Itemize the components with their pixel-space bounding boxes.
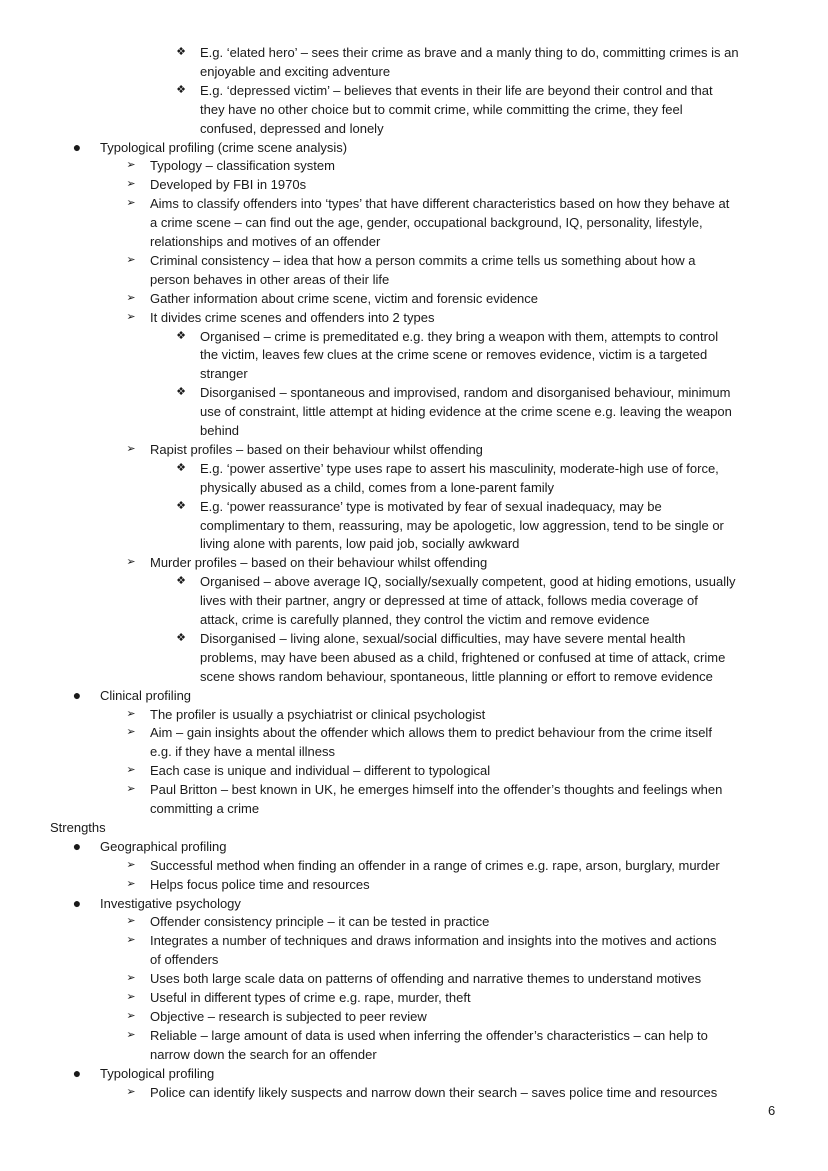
outline-line [0, 251, 828, 270]
line-text: It divides crime scenes and offenders into 2 types [150, 309, 435, 325]
outline-line [0, 969, 828, 988]
outline-line [0, 610, 828, 629]
bullet-icon: ● [72, 686, 82, 703]
line-text: E.g. ‘power assertive’ type uses rape to assert his masculinity, moderate-high use of force, [200, 460, 719, 476]
line-text: Offender consistency principle – it can be tested in practice [150, 914, 490, 930]
arrow-bullet-icon: ➢ [126, 1009, 136, 1022]
outline-line [0, 799, 828, 818]
outline-line [0, 308, 828, 327]
line-text: attack, crime is carefully planned, they control the victim and remove evidence [200, 612, 650, 627]
outline-line [0, 138, 828, 157]
outline-line [0, 327, 828, 346]
outline-line [0, 686, 828, 705]
arrow-bullet-icon: ➢ [126, 858, 136, 871]
arrow-bullet-icon: ➢ [126, 253, 136, 266]
outline-line [0, 81, 828, 100]
section-heading [0, 818, 828, 837]
arrow-bullet-icon: ➢ [126, 707, 136, 720]
line-text: Aim – gain insights about the offender which allows them to predict behaviour from the crime itself [150, 725, 712, 741]
outline-line [0, 705, 828, 724]
line-text: Criminal consistency – idea that how a person commits a crime tells us something about how a [150, 252, 696, 268]
line-text: Murder profiles – based on their behaviour whilst offending [150, 555, 488, 571]
outline-line [0, 931, 828, 950]
outline-line [0, 837, 828, 856]
outline-line [0, 667, 828, 686]
line-text: Geographical profiling [100, 838, 227, 854]
arrow-bullet-icon: ➢ [126, 442, 136, 455]
outline-line [0, 875, 828, 894]
diamond-bullet-icon: ❖ [176, 329, 186, 342]
outline-line [0, 421, 828, 440]
outline-line [0, 780, 828, 799]
line-text: E.g. ‘elated hero’ – sees their crime as brave and a manly thing to do, committing crimes is an [200, 45, 739, 60]
outline-line [0, 648, 828, 667]
line-text: confused, depressed and lonely [200, 120, 384, 136]
diamond-bullet-icon: ❖ [176, 499, 186, 512]
arrow-bullet-icon: ➢ [126, 783, 136, 796]
line-text: problems, may have been abused as a child, frightened or confused at time of attack, crime [200, 649, 726, 665]
outline-line [0, 723, 828, 742]
line-text: Clinical profiling [100, 687, 192, 703]
line-text: Aims to classify offenders into ‘types’ that have different characteristics based on how they behave at [150, 196, 730, 212]
line-text: Reliable – large amount of data is used when inferring the offender’s characteristics – can help to [150, 1027, 708, 1043]
outline-line [0, 156, 828, 175]
outline-line [0, 345, 828, 364]
line-text: e.g. if they have a mental illness [150, 744, 335, 760]
outline-line [0, 894, 828, 913]
outline-line [0, 100, 828, 119]
line-text: a crime scene – can find out the age, gender, occupational background, IQ, personality, lifestyle, [150, 215, 703, 231]
arrow-bullet-icon: ➢ [126, 934, 136, 947]
arrow-bullet-icon: ➢ [126, 178, 136, 191]
line-text: Uses both large scale data on patterns of offending and narrative themes to understand motives [150, 971, 702, 987]
diamond-bullet-icon: ❖ [176, 83, 186, 96]
outline-line [0, 534, 828, 553]
line-text: The profiler is usually a psychiatrist or clinical psychologist [150, 706, 486, 722]
line-text: physically abused as a child, comes from a lone-parent family [200, 479, 555, 495]
arrow-bullet-icon: ➢ [126, 764, 136, 777]
arrow-bullet-icon: ➢ [126, 991, 136, 1003]
line-text: Successful method when finding an offender in a range of crimes e.g. rape, arson, burglary, murder [150, 857, 720, 873]
arrow-bullet-icon: ➢ [126, 972, 136, 985]
line-text: lives with their partner, angry or depressed at time of attack, follows media coverage of [200, 593, 698, 609]
diamond-bullet-icon: ❖ [176, 575, 186, 588]
outline-line [0, 459, 828, 478]
outline-line [0, 364, 828, 383]
arrow-bullet-icon: ➢ [126, 159, 136, 172]
arrow-bullet-icon: ➢ [126, 310, 136, 323]
diamond-bullet-icon: ❖ [176, 631, 186, 644]
line-text: they have no other choice but to commit crime, while committing the crime, they feel [200, 101, 683, 117]
outline-line [0, 62, 828, 81]
outline-line [0, 43, 828, 62]
line-text: Typological profiling (crime scene analysis) [100, 139, 348, 155]
outline-line [0, 1083, 828, 1102]
line-text: Typology – classification system [150, 158, 335, 174]
line-text: Developed by FBI in 1970s [150, 177, 307, 193]
line-text: use of constraint, little attempt at hiding evidence at the crime scene e.g. leaving the weapon [200, 404, 732, 420]
outline-line [0, 289, 828, 308]
line-text: E.g. ‘power reassurance’ type is motivated by fear of sexual inadequacy, may be [200, 498, 662, 514]
outline-line [0, 213, 828, 232]
line-text: of offenders [150, 952, 219, 968]
line-text: Organised – crime is premeditated e.g. they bring a weapon with them, attempts to control [200, 328, 719, 344]
line-text: committing a crime [150, 801, 260, 816]
line-text: Useful in different types of crime e.g. rape, murder, theft [150, 990, 471, 1005]
outline-line [0, 402, 828, 421]
line-text: Helps focus police time and resources [150, 876, 370, 892]
bullet-icon: ● [72, 894, 82, 911]
outline-line [0, 1007, 828, 1026]
outline-line [0, 856, 828, 875]
line-text: Typological profiling [100, 1065, 215, 1081]
diamond-bullet-icon: ❖ [176, 46, 186, 58]
line-text: stranger [200, 366, 248, 382]
outline-line [0, 761, 828, 780]
outline-line [0, 629, 828, 648]
line-text: enjoyable and exciting adventure [200, 63, 391, 79]
page-number: 6 [768, 1103, 776, 1118]
line-text: Investigative psychology [100, 895, 241, 911]
arrow-bullet-icon: ➢ [126, 726, 136, 739]
line-text: E.g. ‘depressed victim’ – believes that events in their life are beyond their control and that [200, 82, 713, 98]
line-text: Integrates a number of techniques and draws information and insights into the motives and actions [150, 933, 717, 949]
outline-line [0, 497, 828, 516]
line-text: Gather information about crime scene, victim and forensic evidence [150, 290, 539, 306]
arrow-bullet-icon: ➢ [126, 877, 136, 890]
line-text: Objective – research is subjected to peer review [150, 1008, 427, 1024]
arrow-bullet-icon: ➢ [126, 556, 136, 569]
outline-line [0, 440, 828, 459]
outline-line [0, 572, 828, 591]
outline-line [0, 383, 828, 402]
outline-line [0, 988, 828, 1007]
outline-line [0, 950, 828, 969]
outline-line [0, 119, 828, 138]
line-text: scene shows random behaviour, spontaneous, little planning or effort to remove evidence [200, 668, 713, 684]
outline-line [0, 194, 828, 213]
line-text: behind [200, 423, 240, 438]
bullet-icon: ● [72, 138, 82, 155]
outline-line [0, 478, 828, 497]
outline-line [0, 1026, 828, 1045]
line-text: living alone with parents, low paid job, socially awkward [200, 536, 520, 552]
arrow-bullet-icon: ➢ [126, 197, 136, 210]
outline-line [0, 270, 828, 289]
line-text: person behaves in other areas of their life [150, 271, 390, 287]
line-text: the victim, leaves few clues at the crime scene or removes evidence, victim is a targeted [200, 347, 708, 363]
outline-line [0, 553, 828, 572]
line-text: relationships and motives of an offender [150, 234, 381, 249]
line-text: Strengths [50, 819, 106, 835]
outline-line [0, 1064, 828, 1083]
line-text: Disorganised – living alone, sexual/social difficulties, may have severe mental health [200, 630, 686, 646]
line-text: Paul Britton – best known in UK, he emerges himself into the offender’s thoughts and feelings when [150, 782, 723, 798]
outline-line [0, 1045, 828, 1064]
line-text: narrow down the search for an offender [150, 1046, 377, 1062]
outline-line [0, 742, 828, 761]
line-text: Police can identify likely suspects and narrow down their search – saves police time and resources [150, 1084, 718, 1100]
outline-line [0, 516, 828, 535]
line-text: Rapist profiles – based on their behaviour whilst offending [150, 441, 483, 457]
outline-line [0, 232, 828, 251]
arrow-bullet-icon: ➢ [126, 1085, 136, 1098]
arrow-bullet-icon: ➢ [126, 915, 136, 928]
line-text: Organised – above average IQ, socially/sexually competent, good at hiding emotions, usually [200, 574, 736, 590]
outline-line [0, 912, 828, 931]
line-text: Each case is unique and individual – different to typological [150, 763, 491, 779]
arrow-bullet-icon: ➢ [126, 291, 136, 304]
diamond-bullet-icon: ❖ [176, 386, 186, 399]
bullet-icon: ● [72, 1064, 82, 1081]
outline-line [0, 591, 828, 610]
outline-line [0, 175, 828, 194]
line-text: complimentary to them, reassuring, may be apologetic, low aggression, tend to be single or [200, 517, 724, 533]
bullet-icon: ● [72, 837, 82, 854]
line-text: Disorganised – spontaneous and improvised, random and disorganised behaviour, minimum [200, 385, 731, 401]
diamond-bullet-icon: ❖ [176, 461, 186, 474]
arrow-bullet-icon: ➢ [126, 1028, 136, 1041]
